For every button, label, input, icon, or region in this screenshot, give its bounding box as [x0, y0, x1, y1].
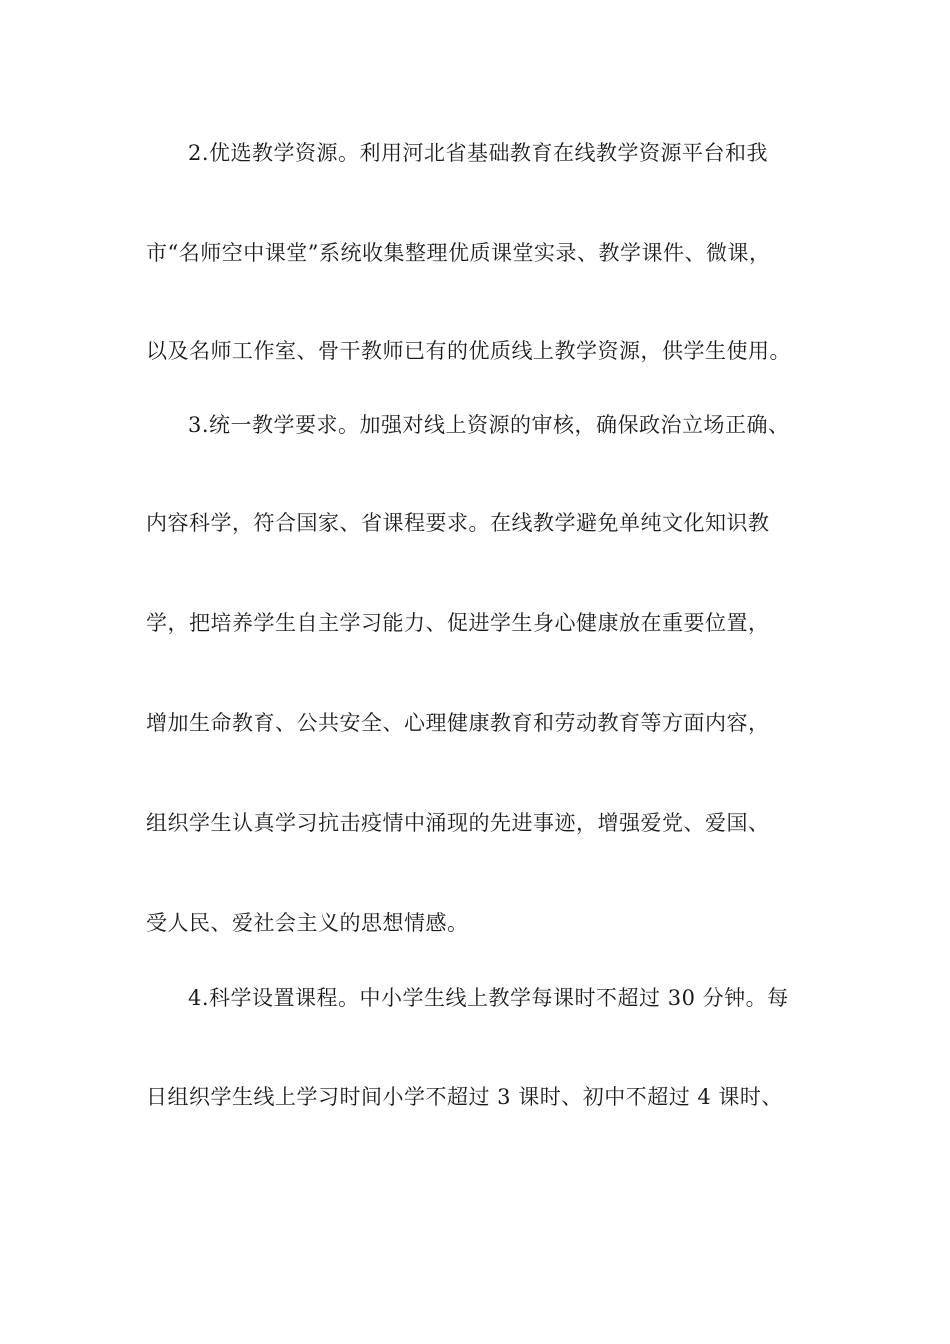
paragraph-3-line-6: 受人民、爱社会主义的思想情感。 — [146, 911, 469, 935]
paragraph-3-line-4: 增加生命教育、公共安全、心理健康教育和劳动教育等方面内容， — [146, 711, 770, 735]
paragraph-2-line-2: 市“名师空中课堂”系统收集整理优质课堂实录、教学课件、微课， — [146, 241, 771, 265]
paragraph-4-line-2: 日组织学生线上学习时间小学不超过 3 课时、初中不超过 4 课时、 — [146, 1085, 783, 1109]
paragraph-4-line-1: 4.科学设置课程。中小学生线上教学每课时不超过 30 分钟。每 — [188, 986, 789, 1010]
paragraph-3-line-3: 学，把培养学生自主学习能力、促进学生身心健康放在重要位置， — [146, 611, 770, 635]
paragraph-3-line-5: 组织学生认真学习抗击疫情中涌现的先进事迹，增强爱党、爱国、 — [146, 811, 770, 835]
paragraph-2-line-1: 2.优选教学资源。利用河北省基础教育在线教学资源平台和我 — [188, 141, 769, 165]
paragraph-2-line-3: 以及名师工作室、骨干教师已有的优质线上教学资源，供学生使用。 — [146, 339, 791, 363]
paragraph-3-line-1: 3.统一教学要求。加强对线上资源的审核，确保政治立场正确、 — [188, 413, 790, 437]
paragraph-3-line-2: 内容科学，符合国家、省课程要求。在线教学避免单纯文化知识教 — [146, 511, 770, 535]
